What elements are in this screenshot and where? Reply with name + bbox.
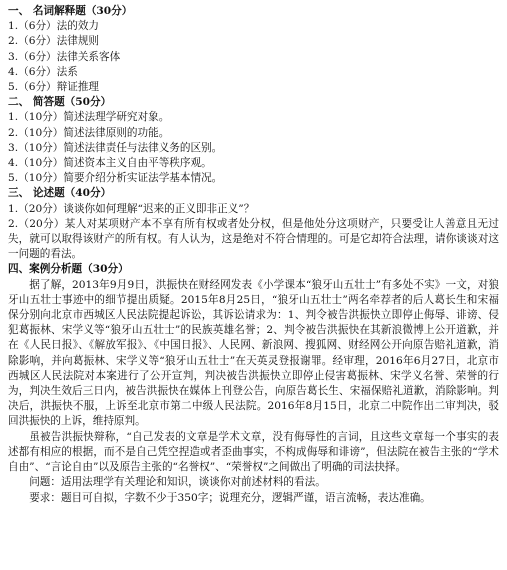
section2-item: 1.（10分）简述法理学研究对象。 <box>8 111 170 124</box>
section1-item: 1.（6分）法的效力 <box>8 20 100 33</box>
section2-item: 4.（10分）简述资本主义自由平等秩序观。 <box>8 157 212 170</box>
essay-question-1: 1.（20分）谈谈你如何理解“迟来的正义即非正义”？ <box>8 202 255 215</box>
section2-item: 5.（10分）简要介绍分析实证法学基本情况。 <box>8 172 223 185</box>
case-requirement: 要求：题目可自拟，字数不少于350字；说理充分，逻辑严谨，语言流畅，表达准确。 <box>29 491 431 504</box>
essay-question-2: 2.（20分）某人对某项财产本不享有所有权或者处分权，但是他处分这项财产，只要受让人善意且无过失，就可以取得该财产的所有权。有人认为，这是绝对不符合情理的。可是它却符合法理，请你谈谈对这一问题的看法。 <box>8 217 499 261</box>
section2-title: 二、 简答题（50分） <box>8 96 112 109</box>
section2-item: 2.（10分）简述法律原则的功能。 <box>8 126 170 139</box>
section1-item: 3.（6分）法律关系客体 <box>8 50 121 63</box>
section1-title: 一、 名词解释题（30分） <box>8 5 133 17</box>
section1-item: 4.（6分）法系 <box>8 65 78 78</box>
section3-title: 三、 论述题（40分） <box>8 187 112 200</box>
section1-item: 5.（6分）辩证推理 <box>8 81 100 94</box>
section2-item: 3.（10分）简述法律责任与法律义务的区别。 <box>8 141 223 154</box>
case-paragraph-1: 据了解，2013年9月9日，洪振快在财经网发表《小学课本“狼牙山五壮士”有多处不实》一文，对狼牙山五壮士事迹中的细节提出质疑。2015年8月25日，“狼牙山五壮士”两名牵荐者的后人葛长生和宋福保分别向北京市西城区人民法院提起诉讼，其诉讼请求为：1、判令被告洪振快立即停止侮辱、诽谤、侵犯葛振林、宋学义等“狼牙山五壮士”的民族英雄名誉；2、判令被告洪振快在其新浪微博上公开道歉，并在《人民日报》、《解放军报》、《中国日报》、人民网、新浪网、搜狐网、财经网公开向原告赔礼道歉，消除影响，并向葛振林、宋学义等“狼牙山五壮士”在天英灵登报谢罪。经审理，2016年6月27日，北京市西城区人民法院对本案进行了公开宣判，判决被告洪振快立即停止侵害葛振林、宋学义名誉、荣誉的行为，判决生效后三日内，被告洪振快在媒体上刊登公告，向原告葛长生、宋福保赔礼道歉，消除影响。判决后，洪振快不服，上诉至北京市第二中级人民法院。2016年8月15日，北京二中院作出二审判决，驳回洪振快的上诉，维持原判。 <box>8 278 499 428</box>
case-paragraph-2: 虽被告洪振快辩称，“自己发表的文章是学术文章，没有侮辱性的言词，且这些文章每一个事实的表述都有相应的根据，而不是自己凭空捏造或者歪曲事实，不构成侮辱和诽谤”，但法院在被告主张的“学术自由”、“言论自由”以及原告主张的“名誉权”、“荣誉权”之间做出了明确的司法抉择。 <box>8 430 499 474</box>
section4-title: 四、案例分析题（30分） <box>8 263 129 276</box>
case-question: 问题：适用法理学有关理论和知识，谈谈你对前述材料的看法。 <box>29 476 326 489</box>
section1-item: 2.（6分）法律规则 <box>8 35 100 48</box>
